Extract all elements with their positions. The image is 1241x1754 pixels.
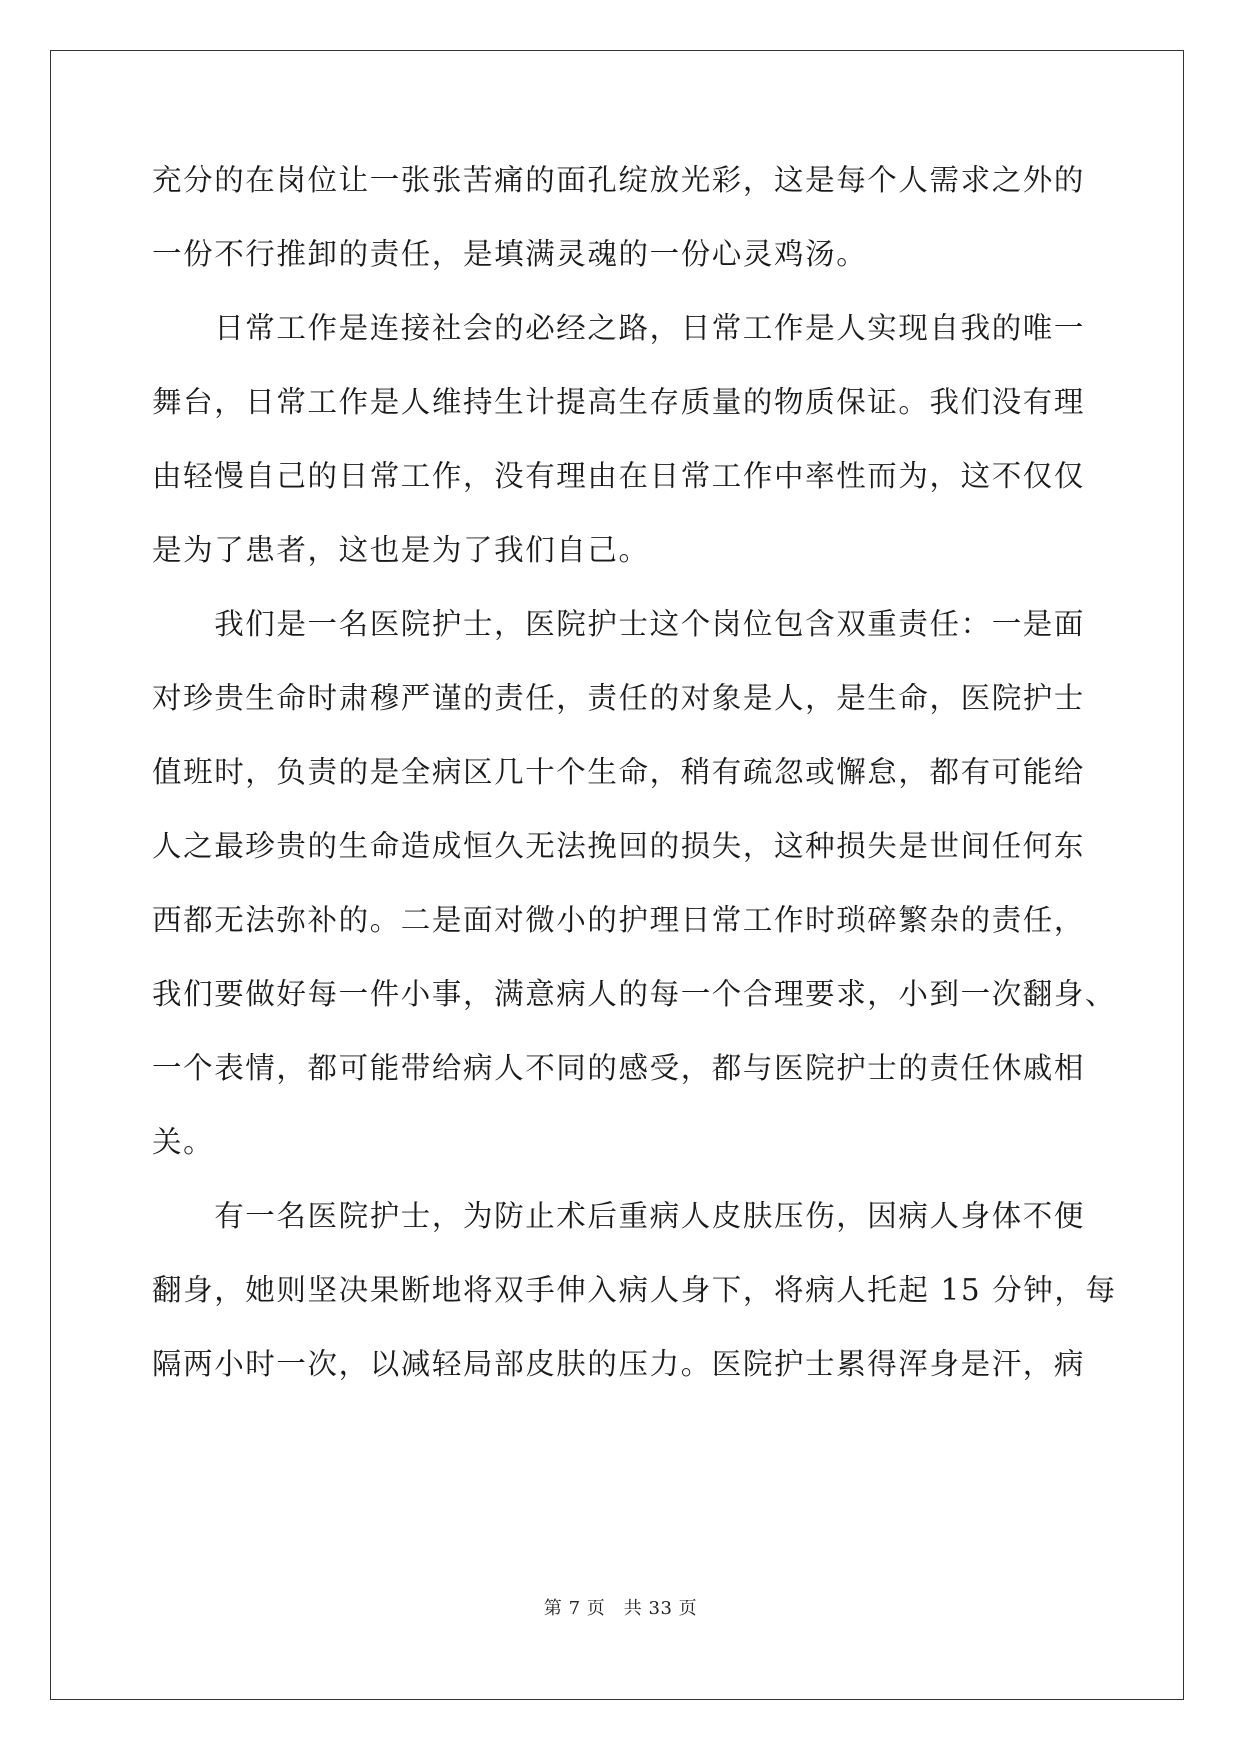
text-line: 对珍贵生命时肃穆严谨的责任，责任的对象是人，是生命，医院护士: [152, 681, 1086, 715]
text-line: 我们是一名医院护士，医院护士这个岗位包含双重责任：一是面: [152, 607, 1086, 641]
text-line: 充分的在岗位让一张张苦痛的面孔绽放光彩，这是每个人需求之外的: [152, 163, 1086, 197]
text-line: 舞台，日常工作是人维持生计提高生存质量的物质保证。我们没有理: [152, 385, 1086, 419]
text-line: 翻身，她则坚决果断地将双手伸入病人身下，将病人托起 15 分钟，每: [152, 1273, 1117, 1307]
text-line: 关。: [152, 1125, 215, 1159]
text-line: 一份不行推卸的责任，是填满灵魂的一份心灵鸡汤。: [152, 237, 868, 271]
text-line: 西都无法弥补的。二是面对微小的护理日常工作时琐碎繁杂的责任，: [152, 903, 1086, 937]
text-line: 是为了患者，这也是为了我们自己。: [152, 533, 650, 567]
text-line: 日常工作是连接社会的必经之路，日常工作是人实现自我的唯一: [152, 311, 1086, 345]
text-line: 值班时，负责的是全病区几十个生命，稍有疏忽或懈怠，都有可能给: [152, 755, 1086, 789]
text-line: 隔两小时一次，以减轻局部皮肤的压力。医院护士累得浑身是汗，病: [152, 1347, 1086, 1381]
page-border: [50, 50, 1184, 1700]
text-line: 我们要做好每一件小事，满意病人的每一个合理要求，小到一次翻身、: [152, 977, 1117, 1011]
text-line: 有一名医院护士，为防止术后重病人皮肤压伤，因病人身体不便: [152, 1199, 1086, 1233]
text-line: 人之最珍贵的生命造成恒久无法挽回的损失，这种损失是世间任何东: [152, 829, 1086, 863]
text-line: 一个表情，都可能带给病人不同的感受，都与医院护士的责任休戚相: [152, 1051, 1086, 1085]
text-line: 由轻慢自己的日常工作，没有理由在日常工作中率性而为，这不仅仅: [152, 459, 1086, 493]
page-number: 第 7 页 共 33 页: [543, 1598, 698, 1619]
